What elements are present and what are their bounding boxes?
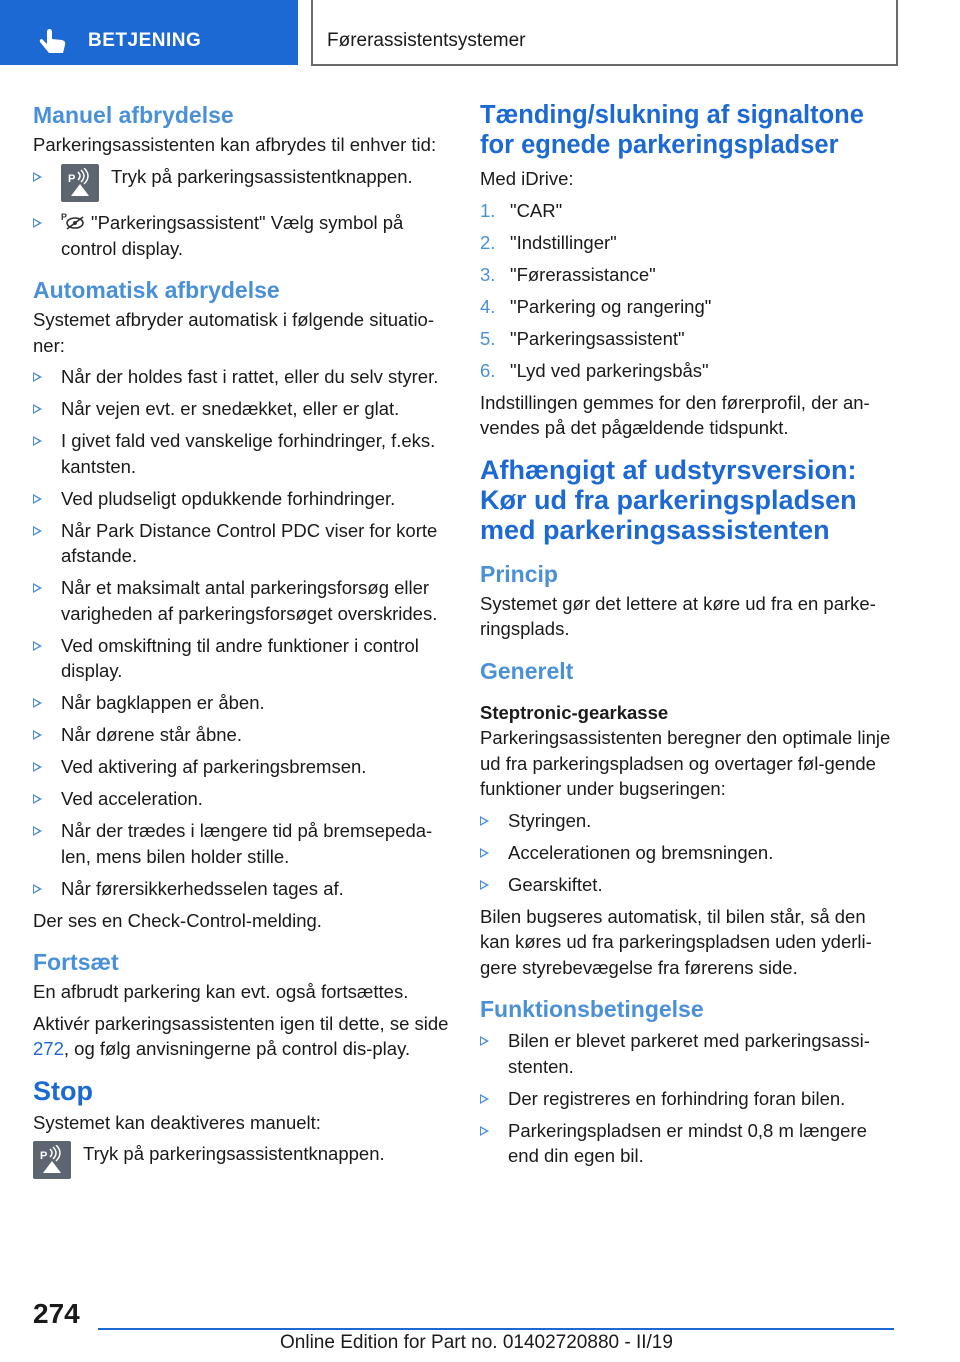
- continue-heading: Fortsæt: [33, 949, 119, 975]
- triangle-bullet-icon: [33, 404, 42, 414]
- left-column: [33, 100, 451, 1193]
- list-item: Når der holdes fast i rattet, eller du selv styrer.: [33, 364, 451, 390]
- triangle-bullet-icon: [33, 826, 42, 836]
- triangle-bullet-icon: [33, 794, 42, 804]
- list-item: Når et maksimalt antal parkeringsforsøg eller varigheden af parkeringsforsøget overskrides.: [33, 575, 451, 626]
- triangle-bullet-icon: [33, 436, 42, 446]
- exit-heading: Afhængigt af udstyrsversion: Kør ud fra parkeringspladsen med parkeringsassistenten: [480, 454, 857, 545]
- chapter-title: Førerassistentsystemer: [327, 30, 526, 51]
- list-item: Når Park Distance Control PDC viser for korte afstande.: [33, 518, 451, 569]
- manual-step-display: [33, 210, 451, 261]
- triangle-bullet-icon: [33, 172, 42, 182]
- principle-heading: Princip: [480, 560, 558, 587]
- step-text: "Indstillinger": [510, 231, 617, 253]
- conditions-list: [480, 1028, 900, 1169]
- exit-section: [480, 455, 900, 545]
- signal-section: [480, 100, 900, 441]
- parking-assistant-button-icon: [61, 164, 99, 202]
- stop-section: [33, 1076, 451, 1180]
- list-item: Ved aktivering af parkeringsbremsen.: [33, 754, 451, 780]
- list-item: Bilen er blevet parkeret med parkeringsassi-stenten.: [480, 1028, 900, 1079]
- step-text: "Parkering og rangering": [510, 295, 712, 317]
- svg-text:P: P: [68, 172, 76, 185]
- list-item: Ved acceleration.: [33, 786, 451, 812]
- auto-list: [33, 364, 451, 901]
- triangle-bullet-icon: [33, 884, 42, 894]
- list-item: Når vejen evt. er snedækket, eller er glat.: [33, 396, 451, 422]
- step-number: 1.: [480, 199, 496, 221]
- step-number: 3.: [480, 263, 496, 285]
- signal-intro: Med iDrive:: [480, 168, 574, 189]
- step-number: 2.: [480, 231, 496, 253]
- conditions-heading: Funktionsbetingelse: [480, 996, 704, 1022]
- numbered-step: [480, 326, 900, 352]
- numbered-step: [480, 230, 900, 256]
- manual-step-button: [33, 164, 451, 204]
- principle-text: Systemet gør det lettere at køre ud fra en parke-ringsplads.: [480, 592, 876, 639]
- triangle-bullet-icon: [480, 816, 489, 826]
- triangle-bullet-icon: [33, 762, 42, 772]
- page-link[interactable]: 272: [33, 1038, 64, 1059]
- stop-step: [33, 1141, 451, 1179]
- step-number: 6.: [480, 359, 496, 381]
- triangle-bullet-icon: [480, 848, 489, 858]
- page-number: 274: [33, 1298, 80, 1329]
- auto-section: [33, 275, 451, 933]
- numbered-step: [480, 358, 900, 384]
- section-label: BETJENING: [88, 30, 202, 51]
- triangle-bullet-icon: [33, 730, 42, 740]
- triangle-bullet-icon: [33, 372, 42, 382]
- list-item: Accelerationen og bremsningen.: [480, 840, 900, 866]
- chapter-header: [311, 0, 898, 66]
- step-number: 5.: [480, 327, 496, 349]
- list-item: Når dørene står åbne.: [33, 722, 451, 748]
- signal-steps: [480, 198, 900, 384]
- numbered-step: [480, 294, 900, 320]
- step-text: "CAR": [510, 199, 563, 221]
- principle-section: [480, 559, 900, 642]
- step-text: "Lyd ved parkeringsbås": [510, 359, 709, 381]
- triangle-bullet-icon: [480, 1094, 489, 1104]
- triangle-bullet-icon: [33, 641, 42, 651]
- general-subheading: Steptronic-gearkasse: [480, 701, 669, 723]
- list-item: Når der trædes i længere tid på bremsepeda-len, mens bilen holder stille.: [33, 818, 451, 869]
- right-column: [480, 100, 900, 1183]
- triangle-bullet-icon: [33, 583, 42, 593]
- signal-heading: Tænding/slukning af signaltone for egnede parkeringspladser: [480, 101, 864, 159]
- triangle-bullet-icon: [33, 526, 42, 536]
- manual-heading: Manuel afbrydelse: [33, 102, 234, 128]
- triangle-bullet-icon: [33, 494, 42, 504]
- general-list: [480, 808, 900, 898]
- list-item: Ved pludseligt opdukkende forhindringer.: [33, 486, 451, 512]
- manual-section: [33, 100, 451, 261]
- triangle-bullet-icon: [33, 218, 42, 228]
- footer-edition: Online Edition for Part no. 01402720880 - II/19: [280, 1332, 673, 1353]
- auto-intro: Systemet afbryder automatisk i følgende situatio-ner:: [33, 309, 435, 356]
- continue-p1: En afbrudt parkering kan evt. også fortsættes.: [33, 981, 409, 1002]
- parking-assistant-button-icon: [33, 1141, 71, 1179]
- conditions-section: [480, 994, 900, 1169]
- triangle-bullet-icon: [480, 1126, 489, 1136]
- numbered-step: [480, 198, 900, 224]
- list-item: I givet fald ved vanskelige forhindringer, f.eks. kantsten.: [33, 428, 451, 479]
- header-section-tab: [0, 0, 298, 65]
- step-text: "Førerassistance": [510, 263, 656, 285]
- list-item: Der registreres en forhindring foran bilen.: [480, 1086, 900, 1112]
- triangle-bullet-icon: [33, 698, 42, 708]
- list-item: Gearskiftet.: [480, 872, 900, 898]
- list-item: Styringen.: [480, 808, 900, 834]
- list-item: Parkeringspladsen er mindst 0,8 m længere end din egen bil.: [480, 1118, 900, 1169]
- signal-outro: Indstillingen gemmes for den førerprofil, der an-vendes på det pågældende tidspunkt.: [480, 391, 870, 438]
- manual-steps: [33, 164, 451, 262]
- svg-text:P: P: [61, 212, 68, 222]
- triangle-bullet-icon: [480, 1036, 489, 1046]
- manual-step1-text: Tryk på parkeringsassistentknappen.: [111, 165, 413, 187]
- stop-step-text: Tryk på parkeringsassistentknappen.: [83, 1143, 385, 1164]
- numbered-step: [480, 262, 900, 288]
- step-number: 4.: [480, 295, 496, 317]
- general-outro: Bilen bugseres automatisk, til bilen står, så den kan køres ud fra parkeringspladsen uden yderli-gere styrebevægelse fra førerens side.: [480, 905, 872, 978]
- hand-pointer-icon: [38, 27, 68, 55]
- svg-text:P: P: [40, 1150, 48, 1162]
- parking-assistant-symbol-icon: [61, 211, 85, 231]
- general-text: Parkeringsassistenten beregner den optimale linje ud fra parkeringspladsen og overtager føl-gende funktioner under bugseringen:: [480, 727, 891, 799]
- continue-section: [33, 947, 451, 1062]
- auto-outro: Der ses en Check-Control-melding.: [33, 909, 322, 931]
- manual-intro: Parkeringsassistenten kan afbrydes til enhver tid:: [33, 134, 437, 155]
- general-section: [480, 656, 900, 981]
- list-item: Når førersikkerhedsselen tages af.: [33, 876, 451, 902]
- auto-heading: Automatisk afbrydelse: [33, 277, 280, 303]
- manual-step2-text: "Parkeringsassistent" Vælg symbol på control display.: [61, 212, 404, 259]
- step-text: "Parkeringsassistent": [510, 327, 685, 349]
- stop-heading: Stop: [33, 1075, 93, 1106]
- continue-p2: Aktivér parkeringsassistenten igen til dette, se side 272, og følg anvisningerne på control dis-play.: [33, 1012, 449, 1059]
- stop-intro: Systemet kan deaktiveres manuelt:: [33, 1111, 321, 1133]
- list-item: Ved omskiftning til andre funktioner i control display.: [33, 633, 451, 684]
- triangle-bullet-icon: [480, 880, 489, 890]
- general-heading: Generelt: [480, 657, 574, 684]
- list-item: Når bagklappen er åben.: [33, 690, 451, 716]
- footer-divider: [98, 1328, 894, 1330]
